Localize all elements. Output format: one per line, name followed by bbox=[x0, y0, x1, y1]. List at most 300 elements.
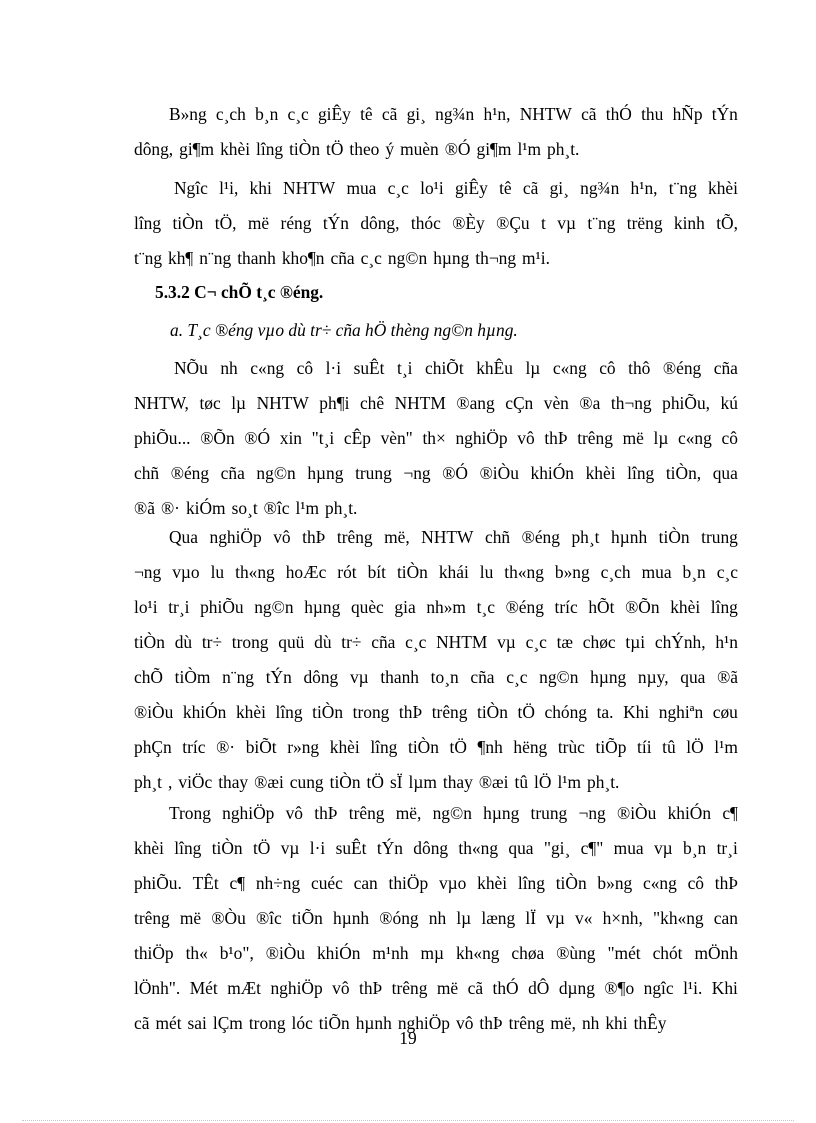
word: Qua bbox=[169, 527, 198, 547]
word: vµ bbox=[349, 667, 369, 687]
paragraph-5 bbox=[134, 796, 738, 1041]
word: b»ng bbox=[597, 873, 633, 893]
word: tiÕn bbox=[318, 1013, 350, 1033]
word: th¬ng bbox=[475, 248, 517, 268]
word: xin bbox=[279, 428, 302, 448]
word: ph¸t. bbox=[325, 498, 358, 518]
word: khèi bbox=[708, 178, 738, 198]
text-line bbox=[134, 695, 738, 730]
section-subheading: a. T¸c ®éng vµo dù tr÷ cña hÖ thèng ng©n hµng. bbox=[170, 320, 518, 340]
word: ®óng bbox=[379, 908, 419, 928]
word: l¹m bbox=[517, 139, 542, 159]
word: ®· bbox=[216, 737, 236, 757]
word: tiÒm bbox=[174, 667, 211, 687]
word: muèn bbox=[400, 139, 439, 159]
paragraph-2 bbox=[134, 171, 738, 276]
word: khèi bbox=[477, 873, 508, 893]
word: cña bbox=[713, 358, 738, 378]
word: vµ bbox=[653, 838, 673, 858]
word: më bbox=[622, 428, 644, 448]
word: so¸t bbox=[231, 498, 258, 518]
text-line bbox=[134, 866, 738, 901]
word: tÝn bbox=[711, 104, 738, 124]
word: h¹n, bbox=[483, 104, 511, 124]
word: ph¸t bbox=[134, 772, 163, 792]
word: phiÕu bbox=[200, 597, 244, 617]
word: cã bbox=[381, 104, 398, 124]
word: trêng bbox=[431, 702, 468, 722]
word: c«ng bbox=[552, 358, 587, 378]
word: n¨ng bbox=[199, 248, 232, 268]
word: ¬ng bbox=[578, 803, 606, 823]
word: phiÕu. bbox=[134, 873, 182, 893]
text-line bbox=[134, 456, 738, 491]
word: phiÕu, bbox=[662, 393, 710, 413]
word: v« bbox=[575, 908, 593, 928]
word: c¸ch bbox=[215, 104, 246, 124]
word: lÖ bbox=[534, 772, 552, 792]
word: tiÒn bbox=[134, 632, 165, 652]
word: ®ã bbox=[717, 667, 738, 687]
word: theo bbox=[349, 139, 380, 159]
word: hµnh bbox=[355, 1013, 392, 1033]
word: qua bbox=[680, 667, 706, 687]
word: lîng bbox=[627, 463, 655, 483]
word: ¬ng bbox=[134, 562, 162, 582]
word: vô bbox=[332, 978, 350, 998]
word: t¸i bbox=[397, 358, 413, 378]
word: cÇn bbox=[505, 393, 534, 413]
word: th«ng bbox=[235, 562, 275, 582]
word: h×nh, bbox=[602, 908, 643, 928]
text-line bbox=[134, 555, 738, 590]
word: ý bbox=[385, 139, 395, 159]
word: ng©n bbox=[539, 667, 579, 687]
word: Khi bbox=[623, 702, 650, 722]
word: më bbox=[179, 908, 202, 928]
word: khèi bbox=[134, 838, 164, 858]
word: ®éng bbox=[521, 527, 560, 547]
word: cÊp bbox=[343, 428, 371, 448]
word: vµ bbox=[280, 838, 300, 858]
word: chøc bbox=[582, 632, 616, 652]
word: tiÒn bbox=[477, 702, 508, 722]
word: tiÒn bbox=[312, 702, 344, 722]
word: hÕt bbox=[588, 597, 615, 617]
word: cã bbox=[134, 1013, 150, 1033]
word: læng bbox=[481, 908, 516, 928]
word: chê bbox=[359, 393, 385, 413]
word: dÔ bbox=[528, 978, 550, 998]
word: tû bbox=[662, 737, 676, 757]
word: lîng bbox=[134, 213, 162, 233]
word: sai bbox=[187, 1013, 207, 1033]
word: TÊt bbox=[192, 873, 219, 893]
word: dông, bbox=[134, 139, 174, 159]
word: ®¶o bbox=[604, 978, 635, 998]
word: ®Õn bbox=[200, 428, 235, 448]
word: tÖ bbox=[517, 702, 535, 722]
word: trêng bbox=[508, 1013, 545, 1033]
word: kú bbox=[720, 393, 738, 413]
word: lîng bbox=[256, 139, 284, 159]
word: cô bbox=[687, 873, 704, 893]
word: biÕt bbox=[245, 737, 277, 757]
word: dù bbox=[174, 632, 193, 652]
word: mua bbox=[641, 562, 672, 582]
word: Trong bbox=[169, 803, 211, 823]
word: thÞ bbox=[359, 978, 383, 998]
word: ®iÒu bbox=[479, 463, 519, 483]
word: t¨ng bbox=[587, 213, 616, 233]
word: thay bbox=[218, 772, 249, 792]
word: khèi bbox=[329, 737, 360, 757]
word: réng bbox=[280, 213, 312, 233]
word: b»ng bbox=[554, 562, 590, 582]
word: ®· bbox=[160, 498, 180, 518]
word: dµng bbox=[558, 978, 595, 998]
word: tÝn bbox=[376, 838, 403, 858]
word: tÕ, bbox=[716, 213, 738, 233]
word: c¸c bbox=[506, 667, 528, 687]
word: thanh bbox=[237, 248, 276, 268]
word: thÞ bbox=[314, 803, 338, 823]
word: vô bbox=[273, 527, 291, 547]
word: mÖnh bbox=[694, 943, 738, 963]
word: tû bbox=[514, 772, 529, 792]
word: chñ bbox=[134, 463, 160, 483]
word: tê bbox=[499, 178, 512, 198]
word: NÕu bbox=[174, 358, 208, 378]
word: dông bbox=[413, 838, 449, 858]
word: trëng bbox=[626, 213, 663, 233]
word: thÞ bbox=[479, 1013, 503, 1033]
word: thÞ bbox=[398, 702, 423, 722]
word: n¨ng bbox=[222, 667, 254, 687]
word: mÆt bbox=[227, 978, 262, 998]
word: giÊy bbox=[317, 104, 351, 124]
word: lÖ bbox=[686, 737, 704, 757]
word: ta. bbox=[596, 702, 614, 722]
word: ph¸t. bbox=[547, 139, 580, 159]
word: nh bbox=[428, 908, 447, 928]
word: rót bbox=[337, 562, 357, 582]
text-line bbox=[134, 97, 738, 132]
word: hµnh bbox=[333, 908, 370, 928]
word: lµ bbox=[456, 908, 472, 928]
word: can bbox=[353, 873, 378, 893]
word: thóc bbox=[410, 213, 441, 233]
word: trêng bbox=[577, 428, 613, 448]
word: phiÕu... bbox=[134, 428, 191, 448]
word: chÕ bbox=[134, 667, 163, 687]
word: ®ùng bbox=[556, 943, 596, 963]
word: ®îc bbox=[263, 498, 290, 518]
word: l¹i, bbox=[219, 178, 239, 198]
word: hµng bbox=[304, 597, 341, 617]
word: mua bbox=[613, 838, 644, 858]
word: lu bbox=[210, 562, 225, 582]
word: t bbox=[541, 213, 546, 233]
word: ®Çu bbox=[496, 213, 530, 233]
word: "gi¸ bbox=[543, 838, 571, 858]
word: khÊu bbox=[476, 358, 513, 378]
word: chñ bbox=[484, 527, 511, 547]
word: trùc bbox=[557, 737, 585, 757]
word: c¸c bbox=[525, 632, 547, 652]
word: trêng bbox=[134, 908, 170, 928]
word: tÖ, bbox=[214, 213, 237, 233]
word: c¸c bbox=[360, 248, 382, 268]
text-line bbox=[134, 831, 738, 866]
word: Khi bbox=[711, 978, 738, 998]
word: NHTM bbox=[436, 632, 488, 652]
word: tiÒn bbox=[396, 562, 428, 582]
word: cã bbox=[467, 978, 484, 998]
word: chøa bbox=[511, 943, 545, 963]
word: l¹m bbox=[557, 772, 582, 792]
word: th«ng bbox=[504, 562, 544, 582]
word: phÇn bbox=[134, 737, 172, 757]
word: më, bbox=[384, 527, 410, 547]
word: tiÕp bbox=[595, 737, 627, 757]
word: tríc bbox=[554, 597, 578, 617]
word: ng¾n bbox=[580, 178, 620, 198]
text-line bbox=[134, 206, 738, 241]
word: tµi bbox=[625, 632, 646, 652]
word: ¶nh bbox=[477, 737, 503, 757]
word: cña bbox=[220, 463, 245, 483]
word: to¸n bbox=[430, 667, 459, 687]
word: quü bbox=[278, 632, 305, 652]
word: ngîc bbox=[643, 978, 674, 998]
text-line bbox=[134, 625, 738, 660]
word: B»ng bbox=[169, 104, 207, 124]
word: thô bbox=[628, 358, 651, 378]
word: chót bbox=[652, 943, 683, 963]
word: lÏ bbox=[525, 908, 536, 928]
word: nh bbox=[581, 1013, 600, 1033]
word: hëng bbox=[513, 737, 548, 757]
word: hµng bbox=[433, 248, 470, 268]
word: kiÓm bbox=[185, 498, 226, 518]
word: lµ bbox=[231, 393, 247, 413]
word: thÊy bbox=[633, 1013, 667, 1033]
word: t¸c bbox=[476, 597, 495, 617]
word: hµng bbox=[307, 463, 344, 483]
word: quèc bbox=[350, 597, 384, 617]
word: thanh bbox=[380, 667, 419, 687]
paragraph-4 bbox=[134, 520, 738, 800]
word: vµ bbox=[557, 213, 576, 233]
word: më, bbox=[395, 803, 422, 823]
word: nh bbox=[220, 358, 238, 378]
word: tiÒn bbox=[329, 772, 361, 792]
word: kho¶n bbox=[281, 248, 325, 268]
footer-rule bbox=[22, 1120, 794, 1121]
word: ®îc bbox=[255, 908, 282, 928]
word: lµm bbox=[408, 772, 437, 792]
word: cña bbox=[330, 248, 355, 268]
text-line bbox=[134, 796, 738, 831]
word: ®ã bbox=[134, 498, 155, 518]
word: trung bbox=[701, 527, 738, 547]
word: tr÷ bbox=[201, 632, 223, 652]
word: qua bbox=[508, 838, 534, 858]
word: trung bbox=[530, 803, 568, 823]
word: Mét bbox=[189, 978, 218, 998]
word: khiÓn bbox=[530, 463, 574, 483]
text-line bbox=[134, 730, 738, 765]
word: giÊy bbox=[454, 178, 488, 198]
word: ph¸t. bbox=[587, 772, 620, 792]
word: thiÖp bbox=[388, 873, 429, 893]
word: lîng bbox=[710, 597, 738, 617]
word: nghiªn bbox=[658, 702, 704, 722]
word: thay bbox=[442, 772, 473, 792]
word: t¨ng bbox=[668, 178, 697, 198]
word: ng©n bbox=[254, 597, 294, 617]
word: NHTW bbox=[519, 104, 572, 124]
word: khiÓn bbox=[182, 702, 227, 722]
word: thÞ bbox=[302, 527, 326, 547]
word: "kh«ng bbox=[653, 908, 704, 928]
word: hoÆc bbox=[285, 562, 327, 582]
word: qua bbox=[712, 463, 738, 483]
word: më bbox=[247, 213, 270, 233]
text-line bbox=[134, 590, 738, 625]
word: nghiÖp bbox=[270, 978, 323, 998]
word: suÊt bbox=[335, 838, 367, 858]
word: vµ bbox=[497, 632, 516, 652]
word: dù bbox=[314, 632, 332, 652]
text-line bbox=[134, 520, 738, 555]
word: gia bbox=[394, 597, 416, 617]
word: c«ng bbox=[678, 428, 712, 448]
word: c¸c bbox=[716, 562, 738, 582]
word: vèn" bbox=[380, 428, 413, 448]
word: vô bbox=[456, 1013, 474, 1033]
word: gi¶m bbox=[476, 139, 512, 159]
word: "mét bbox=[607, 943, 641, 963]
text-line bbox=[134, 660, 738, 695]
word: thÓ bbox=[492, 978, 519, 998]
word: trêng bbox=[391, 978, 428, 998]
word: cung bbox=[289, 772, 324, 792]
word: chóng bbox=[544, 702, 588, 722]
word: h¹n bbox=[715, 632, 738, 652]
word: gi¸ bbox=[406, 104, 426, 124]
word: th¬ng bbox=[610, 393, 652, 413]
word: khèi bbox=[235, 702, 266, 722]
word: h¹n, bbox=[630, 178, 658, 198]
word: ®Ó bbox=[244, 428, 271, 448]
word: hµng bbox=[590, 667, 627, 687]
word: cña bbox=[470, 667, 495, 687]
word: nghiÖp bbox=[222, 803, 275, 823]
word: tiÒn bbox=[555, 873, 587, 893]
word: bít bbox=[367, 562, 386, 582]
word: ®iÒu bbox=[134, 702, 174, 722]
word: ®iÒu bbox=[617, 803, 657, 823]
text-line bbox=[134, 386, 738, 421]
word: lÇm bbox=[212, 1013, 243, 1033]
word: nghiÖp bbox=[209, 527, 262, 547]
word: trêng bbox=[348, 803, 385, 823]
word: ph¶i bbox=[319, 393, 350, 413]
word: khi bbox=[249, 178, 272, 198]
word: c¸c bbox=[387, 178, 409, 198]
word: NHTW, bbox=[134, 393, 189, 413]
word: nµy, bbox=[637, 667, 669, 687]
word: lîng bbox=[517, 873, 545, 893]
word: cô bbox=[296, 358, 314, 378]
word: ®æi bbox=[254, 772, 284, 792]
word: lîng bbox=[275, 702, 303, 722]
word: tiÕn bbox=[291, 908, 323, 928]
word: dông bbox=[303, 667, 339, 687]
word: tiÒn bbox=[658, 527, 690, 547]
word: tÖ bbox=[366, 772, 384, 792]
paragraph-3 bbox=[134, 351, 738, 526]
text-line bbox=[134, 971, 738, 1006]
text-line bbox=[134, 171, 738, 206]
word: lo¹i bbox=[420, 178, 444, 198]
word: vô bbox=[285, 803, 303, 823]
word: tiÒn bbox=[211, 838, 243, 858]
word: kh¶ bbox=[168, 248, 194, 268]
word: nghiÖp bbox=[397, 1013, 451, 1033]
word: mét bbox=[155, 1013, 182, 1033]
section-heading: 5.3.2 C¬ chÕ t¸c ®éng. bbox=[155, 282, 324, 302]
word: c¸ch bbox=[600, 562, 631, 582]
word: ®Òu bbox=[211, 908, 246, 928]
word: l¹i. bbox=[683, 978, 703, 998]
word: ®éng bbox=[505, 597, 544, 617]
text-line bbox=[134, 901, 738, 936]
word: ®iÒu bbox=[265, 943, 306, 963]
word: trong bbox=[231, 632, 269, 652]
word: ®éng bbox=[662, 358, 702, 378]
word: NHTW bbox=[256, 393, 309, 413]
word: thu bbox=[641, 104, 664, 124]
word: gi¶m bbox=[179, 139, 215, 159]
word: ng©n bbox=[256, 463, 296, 483]
word: ng©n bbox=[432, 803, 472, 823]
word: sÏ bbox=[389, 772, 403, 792]
word: suÊt bbox=[353, 358, 385, 378]
text-line bbox=[134, 351, 738, 386]
word: chiÕt bbox=[425, 358, 464, 378]
word: tr¸i bbox=[168, 597, 190, 617]
word: tÝn bbox=[322, 213, 349, 233]
word: b¸n bbox=[682, 562, 706, 582]
word: lîng bbox=[370, 737, 398, 757]
word: c¸c bbox=[287, 104, 309, 124]
word: tÖ bbox=[252, 838, 271, 858]
word: cô bbox=[599, 358, 616, 378]
word: vµo bbox=[172, 562, 200, 582]
word: t¨ng bbox=[134, 248, 163, 268]
word: l¹m bbox=[295, 498, 320, 518]
text-line bbox=[134, 241, 738, 276]
word: ®Ó bbox=[444, 139, 471, 159]
word: cña bbox=[371, 632, 396, 652]
text-line bbox=[134, 132, 738, 167]
word: kinh bbox=[673, 213, 705, 233]
word: c¶" bbox=[580, 838, 604, 858]
word: ®a bbox=[579, 393, 601, 413]
